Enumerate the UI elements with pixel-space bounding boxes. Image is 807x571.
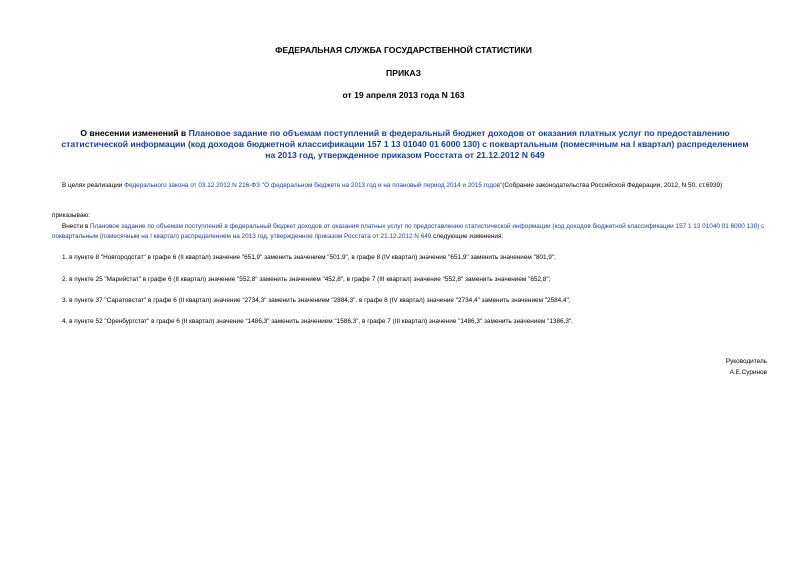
- document-title: [60, 128, 750, 161]
- signature-role: Руководитель: [725, 358, 767, 365]
- list-item: 3. в пункте 37 "Саратовстат" в графе 6 (II квартал) значение "2734,3" заменить значением "2884,3", в графе 8 (IV квартал) значение "2734,4" заменить значением "2584,4";: [62, 297, 571, 304]
- title-link[interactable]: Плановое задание по объемам поступлений в федеральный бюджет доходов от оказания платных услуг по предоставлению статистической информации (код доходов бюджетной классификации 157 1 13 01040 01 6000 130) с поквартальным (помесячным на I квартал) распределением на 2013 год, утвержденное приказом Росстата от 21.12.2012 N 649: [61, 128, 749, 160]
- plan-task-link[interactable]: Плановое задание по объемам поступлений в федеральный бюджет доходов от оказания платных услуг по предоставлению статистической информации (код доходов бюджетной классификации 157 1 13 01040 01 6000 130) с поквартальным (помесячным на I квартал) распределением на 2013 год, утвержденное приказом Росстата от 21.12.2012 N 649: [52, 223, 765, 240]
- title-prefix: О внесении изменений в: [80, 128, 189, 138]
- order-intro-prefix: Внести в: [62, 223, 90, 230]
- order-intro-suffix: следующие изменения:: [431, 233, 504, 240]
- list-item: 4. в пункте 52 "Оренбургстат" в графе 6 (II квартал) значение "1486,3" заменить значением "1586,3", в графе 7 (III квартал) значение "1486,3" заменить значением "1386,3".: [62, 318, 573, 325]
- document-date: от 19 апреля 2013 года N 163: [342, 90, 465, 100]
- federal-law-link[interactable]: Федерального закона от 03.12.2012 N 216-ФЗ "О федеральном бюджете на 2013 год и на плановый период 2014 и 2015 годов": [124, 182, 503, 189]
- list-item: 2. в пункте 25 "Марийстат" в графе 6 (II квартал) значение "552,8" заменить значением "452,8", в графе 7 (III квартал) значение "552,8" заменить значением "652,8";: [62, 276, 551, 283]
- preamble-paragraph: [52, 181, 770, 191]
- document-type: ПРИКАЗ: [386, 68, 421, 78]
- preamble-suffix: (Собрание законодательства Российской Федерации, 2012, N 50, ст.6939): [502, 182, 723, 189]
- order-intro-paragraph: [52, 222, 770, 242]
- agency-name: ФЕДЕРАЛЬНАЯ СЛУЖБА ГОСУДАРСТВЕННОЙ СТАТИСТИКИ: [275, 45, 532, 55]
- order-word: приказываю:: [52, 212, 90, 219]
- preamble-prefix: В целях реализации: [62, 182, 125, 189]
- list-item: 1. в пункте 8 "Новгородстат" в графе 6 (II квартал) значение "651,9" заменить значением "501,9", в графе 8 (IV квартал) значение "651,9" заменить значением "801,9";: [62, 254, 556, 261]
- signature-name: А.Е.Суринов: [729, 369, 767, 376]
